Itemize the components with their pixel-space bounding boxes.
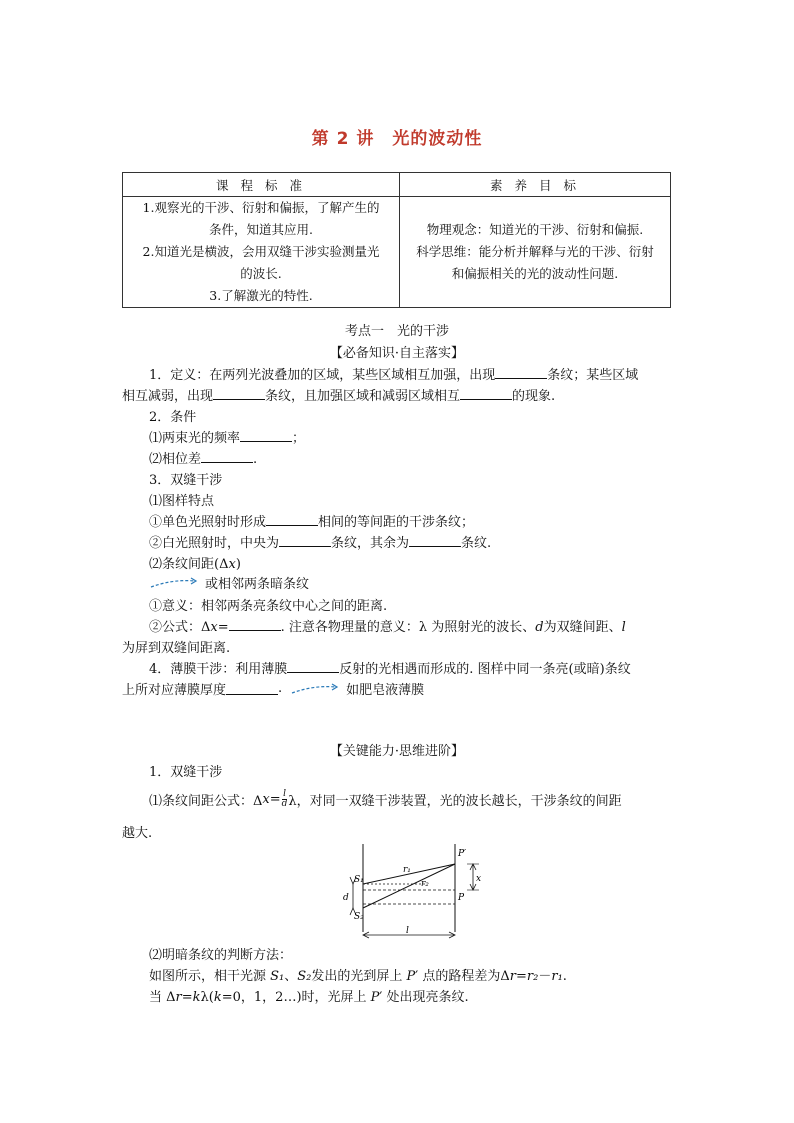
curriculum-line: 2.知道光是横波，会用双缝干涉实验测量光 <box>142 244 380 259</box>
thin-film-line-2: 上所对应薄膜厚度 . 如肥皂液薄膜 <box>122 681 425 698</box>
key-formula: ⑴条纹间距公式：Δ x = $\frac{l}{d}$ λ，对同一双缝干涉装置，光的波长越长，干涉条纹的间距 <box>149 789 622 809</box>
blank <box>226 682 278 695</box>
label-x: x <box>476 874 482 884</box>
spacing-meaning: ①意义：相邻两条亮条纹中心之间的距离. <box>149 599 388 614</box>
blank <box>409 534 461 547</box>
condition-1: ⑴两束光的频率 ； <box>149 431 306 446</box>
blank <box>213 387 265 400</box>
literacy-cell <box>400 197 671 308</box>
table-header-literacy: 素 养 目 标 <box>400 173 671 197</box>
curriculum-line: 1.观察光的干涉、衍射和偏振，了解产生的 <box>142 200 380 215</box>
table-header-curriculum: 课 程 标 准 <box>123 173 400 197</box>
curriculum-line: 条件，知道其应用. <box>209 222 313 237</box>
judge-line-1: 如图所示，相干光源 S₁、S₂发出的光到屏上 P′ 点的路程差为Δr=r₂－r₁. <box>149 969 567 984</box>
definition-line-2: 相互减弱，出现 条纹，且加强区域和减弱区域相互 的现象. <box>122 389 556 404</box>
double-slit-diagram <box>333 842 493 942</box>
blank <box>240 429 292 442</box>
label-s1: S₁ <box>354 875 364 885</box>
double-slit-title: 3．双缝干涉 <box>149 473 223 488</box>
condition-title: 2．条件 <box>149 410 197 425</box>
literacy-line: 和偏振相关的光的波动性问题. <box>451 266 619 281</box>
blank <box>229 618 281 631</box>
key-formula-cont: 越大. <box>122 826 153 841</box>
label-r2: r₂ <box>421 879 429 889</box>
label-l: l <box>406 926 409 936</box>
dashed-arrow-icon <box>290 683 340 695</box>
dashed-arrow-icon <box>149 577 199 589</box>
thin-film-line-1: 4．薄膜干涉：利用薄膜 反射的光相遇而形成的. 图样中同一条亮(或暗)条纹 <box>149 662 631 677</box>
label-r1: r₁ <box>403 865 411 875</box>
key-item-1: 1．双缝干涉 <box>149 765 223 780</box>
fraction: $\frac{l}{d}$ <box>281 789 288 809</box>
blank <box>266 513 318 526</box>
judge-line-2: 当 Δr=kλ(k=0，1，2…)时，光屏上 P′ 处出现亮条纹. <box>149 990 469 1005</box>
page-title: 第 2 讲 光的波动性 <box>311 129 483 149</box>
blank <box>279 534 331 547</box>
spacing-formula: ②公式：Δx= . 注意各物理量的意义：λ 为照射光的波长、d为双缝间距、l <box>149 620 626 635</box>
curriculum-line: 3.了解激光的特性. <box>209 288 313 303</box>
label-s2: S₂ <box>354 912 364 922</box>
blank <box>287 660 339 673</box>
literacy-line: 物理观念：知道光的干涉、衍射和偏振. <box>426 222 644 237</box>
condition-2: ⑵相位差 . <box>149 452 258 467</box>
pattern-2: ②白光照射时，中央为 条纹，其余为 条纹. <box>149 536 492 551</box>
label-p-prime: P′ <box>458 849 467 859</box>
definition-line-1: 1．定义：在两列光波叠加的区域，某些区域相互加强，出现 条纹；某些区域 <box>149 368 639 383</box>
label-p: P <box>458 893 465 903</box>
judge-title: ⑵明暗条纹的判断方法： <box>149 948 293 963</box>
section-subheading: 【关键能力·思维进阶】 <box>329 744 465 759</box>
blank <box>495 366 547 379</box>
pattern-title: ⑴图样特点 <box>149 494 215 509</box>
pattern-1: ①单色光照射时形成 相间的等间距的干涉条纹； <box>149 515 475 530</box>
spacing-annotation: 或相邻两条暗条纹 <box>149 573 309 592</box>
spacing-formula-cont: 为屏到双缝间距离. <box>122 641 231 656</box>
curriculum-line: 的波长. <box>240 266 282 281</box>
blank <box>201 450 253 463</box>
literacy-line: 科学思维：能分析并解释与光的干涉、衍射 <box>416 244 654 259</box>
label-d: d <box>343 893 349 903</box>
blank <box>460 387 512 400</box>
section-heading: 考点一 光的干涉 <box>344 324 449 339</box>
spacing-title: ⑵条纹间距(Δx) <box>149 557 241 572</box>
curriculum-cell <box>123 197 400 308</box>
section-subheading: 【必备知识·自主落实】 <box>329 346 465 361</box>
standards-table <box>122 172 671 308</box>
